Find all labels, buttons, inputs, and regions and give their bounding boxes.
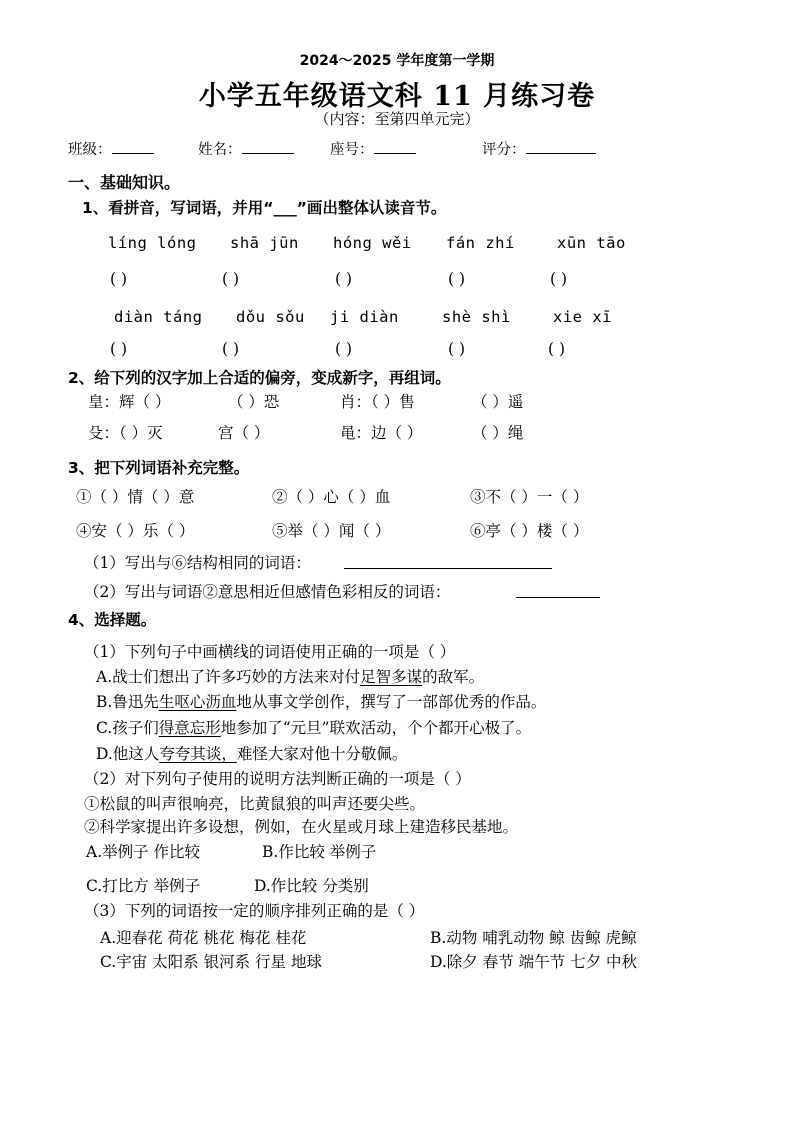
q4-p3-option-a: A.迎春花 荷花 桃花 梅花 桂花 xyxy=(100,929,307,947)
underlined-word: 得意忘形 xyxy=(158,719,221,737)
radical-item: 肖：（ ）售 xyxy=(340,393,415,411)
option-text: 的敌军。 xyxy=(422,668,485,686)
idiom-item: ⑤举（ ）闻（ ） xyxy=(272,522,391,540)
q4-p2-option-b: B.作比较 举例子 xyxy=(262,843,377,861)
q4-p1-option-c xyxy=(96,716,531,738)
option-text: 地参加了“元旦”联欢活动，个个都开心极了。 xyxy=(220,719,532,737)
q4-p2-option-c: C.打比方 举例子 xyxy=(86,877,201,895)
name-blank[interactable] xyxy=(242,139,294,154)
name-label: 姓名： xyxy=(198,142,242,158)
class-field xyxy=(68,138,154,159)
option-text: D.他这人 xyxy=(96,745,160,763)
answer-box[interactable]: ( ) xyxy=(110,340,128,358)
q4-p1-option-a xyxy=(96,665,484,687)
score-field xyxy=(482,138,596,159)
radical-item: 皇：辉（ ） xyxy=(88,393,171,411)
class-blank[interactable] xyxy=(112,139,154,154)
name-field xyxy=(198,138,294,159)
q1-title: 1、看拼音，写词语，并用“___”画出整体认读音节。 xyxy=(82,199,447,217)
option-text: A.战士们想出了许多巧妙的方法来对付 xyxy=(96,668,361,686)
underlined-word: 生呕心沥血 xyxy=(158,693,237,711)
radical-item: （ ）绳 xyxy=(472,424,524,442)
seat-label: 座号： xyxy=(330,142,374,158)
radical-item: 黾：边（ ） xyxy=(340,424,423,442)
q4-p3-option-b: B.动物 哺乳动物 鲸 齿鲸 虎鲸 xyxy=(430,929,637,947)
answer-box[interactable]: ( ) xyxy=(335,340,353,358)
underlined-word: 夸夸其谈， xyxy=(159,745,237,763)
q4-p3-option-c: C.宇宙 太阳系 银河系 行星 地球 xyxy=(100,953,322,971)
pinyin-item: líng lóng xyxy=(108,234,197,252)
page-subtitle: （内容：至第四单元完） xyxy=(314,110,480,128)
pinyin-item: diàn táng xyxy=(114,308,203,326)
answer-box[interactable]: ( ) xyxy=(548,340,566,358)
q3-title: 3、把下列词语补充完整。 xyxy=(68,459,250,477)
idiom-item: ②（ ）心（ ）血 xyxy=(272,488,391,506)
option-text: 难怪大家对他十分敬佩。 xyxy=(236,745,408,763)
q4-p2-stem: （2）对下列句子使用的说明方法判断正确的一项是（ ） xyxy=(84,770,471,788)
pinyin-item: fán zhí xyxy=(446,234,515,252)
page-title: 小学五年级语文科 11 月练习卷 xyxy=(198,81,596,112)
answer-box[interactable]: ( ) xyxy=(222,270,240,288)
answer-box[interactable]: ( ) xyxy=(448,340,466,358)
pinyin-item: dǒu sǒu xyxy=(236,308,305,326)
idiom-item: ①（ ）情（ ）意 xyxy=(76,488,195,506)
idiom-item: ③不（ ）一（ ） xyxy=(470,488,589,506)
q4-p3-option-d: D.除夕 春节 端午节 七夕 中秋 xyxy=(430,953,638,971)
option-text: B.鲁迅先 xyxy=(96,693,159,711)
class-label: 班级： xyxy=(68,142,112,158)
q4-p1-stem: （1）下列句子中画横线的词语使用正确的一项是（ ） xyxy=(84,643,456,661)
pinyin-item: shè shì xyxy=(442,308,511,326)
pinyin-item: shā jūn xyxy=(230,234,299,252)
pinyin-item: hóng wěi xyxy=(333,234,412,252)
seat-field xyxy=(330,138,416,159)
answer-box[interactable]: ( ) xyxy=(448,270,466,288)
idiom-item: ⑥亭（ ）楼（ ） xyxy=(470,522,589,540)
q4-p2-option-a: A.举例子 作比较 xyxy=(86,843,201,861)
q2-title: 2、给下列的汉字加上合适的偏旁，变成新字，再组词。 xyxy=(68,369,451,387)
score-blank[interactable] xyxy=(526,139,596,154)
q4-p1-option-d xyxy=(96,742,407,764)
radical-item: 宫（ ） xyxy=(218,424,270,442)
answer-line[interactable] xyxy=(516,597,600,598)
radical-item: （ ）恐 xyxy=(228,393,280,411)
answer-box[interactable]: ( ) xyxy=(335,270,353,288)
idiom-item: ④安（ ）乐（ ） xyxy=(76,522,195,540)
answer-box[interactable]: ( ) xyxy=(550,270,568,288)
pinyin-item: xie xī xyxy=(553,308,612,326)
q4-p2-option-d: D.作比较 分类别 xyxy=(254,877,369,895)
radical-item: （ ）遥 xyxy=(472,393,524,411)
q4-p3-stem: （3）下列的词语按一定的顺序排列正确的是（ ） xyxy=(84,902,425,920)
q3-sub1: （1）写出与⑥结构相同的词语： xyxy=(84,554,311,572)
pinyin-item: xūn tāo xyxy=(557,234,626,252)
pinyin-item: ji diàn xyxy=(330,308,399,326)
q4-title: 4、选择题。 xyxy=(68,611,157,629)
answer-box[interactable]: ( ) xyxy=(222,340,240,358)
option-text: 地从事文学创作，撰写了一部部优秀的作品。 xyxy=(236,693,547,711)
section-title: 一、基础知识。 xyxy=(68,173,181,192)
q4-p2-sentence-2: ②科学家提出许多设想，例如，在火星或月球上建造移民基地。 xyxy=(84,818,519,836)
q4-p1-option-b xyxy=(96,690,546,712)
radical-item: 殳：（ ）灭 xyxy=(88,424,163,442)
term-line: 2024～2025 学年度第一学期 xyxy=(299,53,495,69)
answer-box[interactable]: ( ) xyxy=(110,270,128,288)
q3-sub2: （2）写出与词语②意思相近但感情色彩相反的词语： xyxy=(84,583,451,601)
option-text: C.孩子们 xyxy=(96,719,159,737)
underlined-word: 足智多谋 xyxy=(360,668,423,686)
score-label: 评分： xyxy=(482,142,526,158)
answer-line[interactable] xyxy=(344,568,552,569)
seat-blank[interactable] xyxy=(374,139,416,154)
q4-p2-sentence-1: ①松鼠的叫声很响亮，比黄鼠狼的叫声还要尖些。 xyxy=(84,795,426,813)
